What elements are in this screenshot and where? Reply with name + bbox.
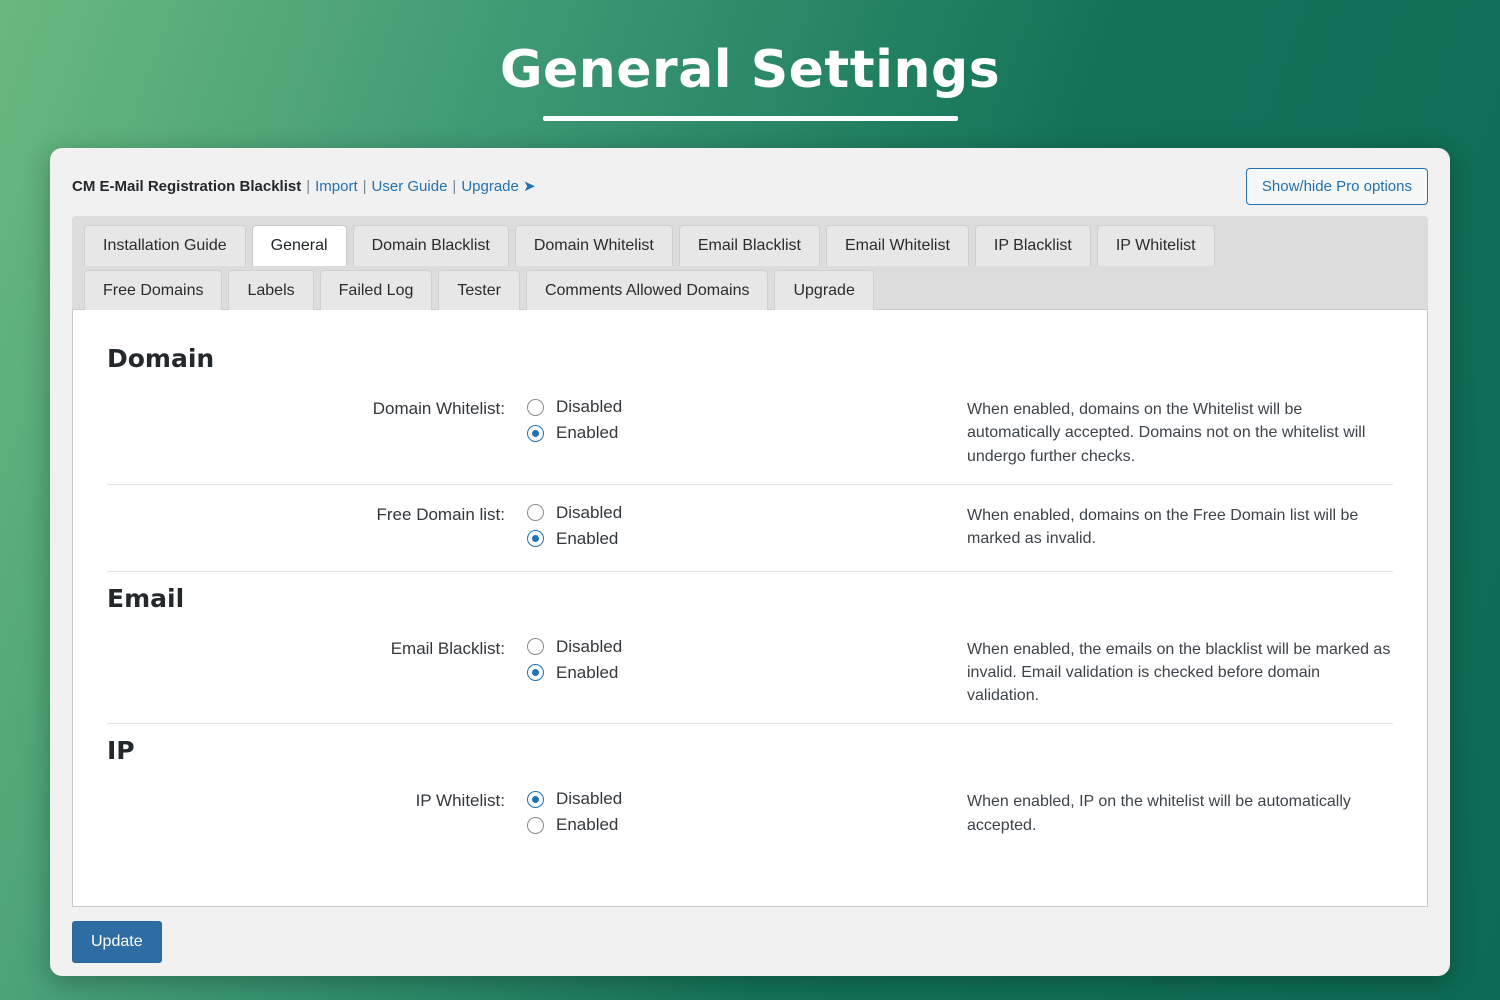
plugin-topbar [72, 166, 1428, 206]
radio-label-disabled: Disabled [556, 789, 623, 809]
tab-bar [72, 216, 1428, 310]
settings-panel [72, 310, 1428, 907]
section-heading-email: Email [107, 583, 185, 613]
radio-icon-enabled[interactable] [527, 664, 544, 681]
tab-general[interactable]: General [252, 225, 347, 266]
radio-group-domain-whitelist [527, 397, 947, 449]
separator-2: | [362, 178, 367, 195]
setting-row-domain-whitelist [107, 379, 1393, 485]
upgrade-link[interactable]: Upgrade ➤ [461, 178, 536, 195]
setting-row-email-blacklist [107, 619, 1393, 725]
radio-label-enabled: Enabled [556, 423, 619, 443]
tab-ip-blacklist[interactable]: IP Blacklist [975, 225, 1091, 266]
plugin-window [50, 148, 1450, 976]
plugin-topbar-left [72, 177, 536, 195]
setting-row-ip-whitelist [107, 771, 1393, 857]
radio-option-domain-whitelist-enabled[interactable] [527, 423, 947, 443]
setting-description-domain-whitelist: When enabled, domains on the Whitelist will be automatically accepted. Domains not on the whitelist will undergo further checks. [967, 401, 1366, 465]
radio-label-enabled: Enabled [556, 528, 619, 548]
plugin-name: CM E-Mail Registration Blacklist [72, 178, 302, 195]
radio-group-email-blacklist [527, 637, 947, 689]
radio-option-free-domain-list-enabled[interactable] [527, 529, 947, 549]
page-title-text: General Settings [499, 40, 1001, 100]
radio-icon-disabled[interactable] [527, 791, 544, 808]
user-guide-link[interactable]: User Guide [371, 178, 448, 195]
radio-option-ip-whitelist-enabled[interactable] [527, 815, 947, 835]
setting-label-email-blacklist: Email Blacklist: [390, 638, 505, 658]
setting-label-domain-whitelist: Domain Whitelist: [372, 399, 505, 419]
radio-group-free-domain-list [527, 503, 947, 555]
title-underline [543, 116, 958, 121]
radio-icon-enabled[interactable] [527, 425, 544, 442]
page-title [0, 0, 1500, 100]
setting-row-free-domain-list [107, 485, 1393, 572]
separator-1: | [306, 178, 311, 195]
setting-description-free-domain-list: When enabled, domains on the Free Domain list will be marked as invalid. [967, 506, 1359, 547]
setting-description-email-blacklist: When enabled, the emails on the blacklist will be marked as invalid. Email validation is checked before domain validation. [967, 640, 1391, 705]
setting-label-ip-whitelist: IP Whitelist: [415, 791, 505, 811]
tab-domain-blacklist[interactable]: Domain Blacklist [353, 225, 509, 266]
tab-domain-whitelist[interactable]: Domain Whitelist [515, 225, 673, 266]
update-button[interactable]: Update [72, 921, 162, 963]
radio-icon-enabled[interactable] [527, 530, 544, 547]
tab-email-whitelist[interactable]: Email Whitelist [826, 225, 969, 266]
radio-option-email-blacklist-enabled[interactable] [527, 663, 947, 683]
setting-description-ip-whitelist: When enabled, IP on the whitelist will be automatically accepted. [967, 793, 1351, 834]
radio-label-disabled: Disabled [556, 636, 623, 656]
tab-labels[interactable]: Labels [228, 270, 313, 311]
show-hide-pro-options-button[interactable]: Show/hide Pro options [1246, 168, 1428, 205]
tab-tester[interactable]: Tester [438, 270, 520, 311]
radio-icon-disabled[interactable] [527, 399, 544, 416]
radio-option-ip-whitelist-disabled[interactable] [527, 789, 947, 809]
radio-label-disabled: Disabled [556, 502, 623, 522]
radio-icon-disabled[interactable] [527, 638, 544, 655]
tab-comments-allowed-domains[interactable]: Comments Allowed Domains [526, 270, 769, 311]
setting-label-free-domain-list: Free Domain list: [376, 504, 505, 524]
tab-free-domains[interactable]: Free Domains [84, 270, 222, 311]
tab-email-blacklist[interactable]: Email Blacklist [679, 225, 820, 266]
tab-installation-guide[interactable]: Installation Guide [84, 225, 246, 266]
tab-ip-whitelist[interactable]: IP Whitelist [1097, 225, 1215, 266]
radio-label-enabled: Enabled [556, 662, 619, 682]
radio-option-free-domain-list-disabled[interactable] [527, 503, 947, 523]
radio-group-ip-whitelist [527, 789, 947, 841]
section-heading-ip: IP [107, 736, 135, 766]
radio-label-enabled: Enabled [556, 815, 619, 835]
import-link[interactable]: Import [315, 178, 358, 195]
radio-icon-disabled[interactable] [527, 504, 544, 521]
radio-icon-enabled[interactable] [527, 817, 544, 834]
radio-option-email-blacklist-disabled[interactable] [527, 637, 947, 657]
radio-option-domain-whitelist-disabled[interactable] [527, 397, 947, 417]
tab-upgrade[interactable]: Upgrade [774, 270, 873, 311]
section-heading-domain: Domain [107, 344, 215, 374]
separator-3: | [452, 178, 457, 195]
radio-label-disabled: Disabled [556, 397, 623, 417]
tab-failed-log[interactable]: Failed Log [320, 270, 433, 311]
